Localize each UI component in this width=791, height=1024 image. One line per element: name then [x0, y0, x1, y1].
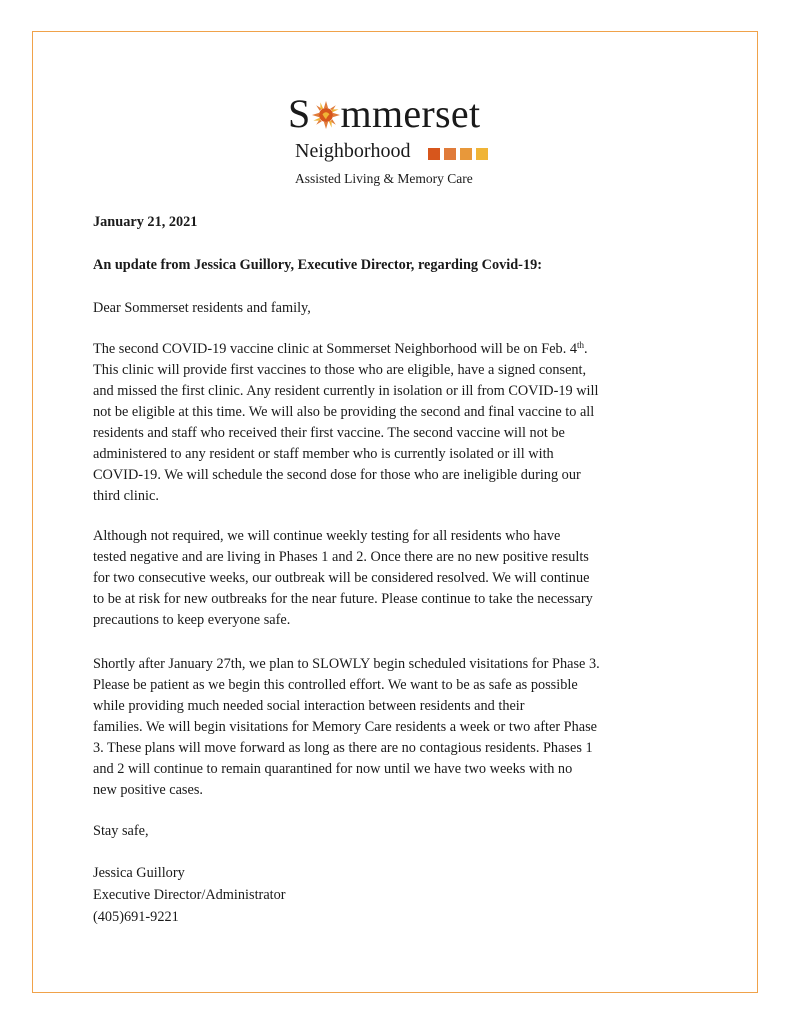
paragraph-line: and missed the first clinic. Any resident currently in isolation or ill from COVID-19 will — [93, 383, 599, 399]
paragraph-line: Although not required, we will continue weekly testing for all residents who have — [93, 528, 561, 544]
paragraph-line: This clinic will provide first vaccines to those who are eligible, have a signed consent, — [93, 362, 587, 378]
paragraph-line: 3. These plans will move forward as long as there are no contagious residents. Phases 1 — [93, 740, 593, 756]
signature-name: Jessica Guillory — [93, 865, 185, 881]
paragraph-line: new positive cases. — [93, 782, 203, 798]
paragraph-line: and 2 will continue to remain quarantined for now until we have two weeks with no — [93, 761, 573, 777]
paragraph-line: tested negative and are living in Phases 1 and 2. Once there are no new positive results — [93, 549, 589, 565]
paragraph-line: precautions to keep everyone safe. — [93, 612, 291, 628]
logo-square-4 — [476, 148, 488, 160]
letter-date: January 21, 2021 — [93, 214, 198, 230]
paragraph-line: residents and staff who received their first vaccine. The second vaccine will not be — [93, 425, 565, 441]
signature-title: Executive Director/Administrator — [93, 887, 286, 903]
letter-greeting: Dear Sommerset residents and family, — [93, 300, 311, 316]
paragraph-line: Shortly after January 27th, we plan to SLOWLY begin scheduled visitations for Phase 3. — [93, 656, 600, 672]
paragraph-vaccine-clinic — [93, 339, 733, 507]
logo-square-3 — [460, 148, 472, 160]
paragraph-line: The second COVID-19 vaccine clinic at Sommerset Neighborhood will be on Feb. 4th. — [93, 340, 588, 357]
logo-square-1 — [428, 148, 440, 160]
paragraph-line: administered to any resident or staff member who is currently isolated or ill with — [93, 446, 554, 462]
paragraph-testing — [93, 526, 733, 631]
letter-closing: Stay safe, — [93, 823, 149, 839]
logo-wordmark — [288, 92, 480, 136]
sun-icon — [312, 101, 340, 129]
logo-tagline: Assisted Living & Memory Care — [295, 171, 473, 186]
logo-square-2 — [444, 148, 456, 160]
logo-letter-s: S — [288, 91, 311, 136]
signature-phone: (405)691-9221 — [93, 909, 179, 925]
logo-wordmark-rest: mmerset — [340, 91, 481, 136]
logo-color-squares — [428, 145, 492, 159]
company-logo — [288, 92, 518, 192]
paragraph-line: families. We will begin visitations for Memory Care residents a week or two after Phase — [93, 719, 598, 735]
paragraph-line: to be at risk for new outbreaks for the near future. Please continue to take the necessary — [93, 591, 593, 607]
paragraph-line: COVID-19. We will schedule the second dose for those who are ineligible during our — [93, 467, 581, 483]
paragraph-visitations — [93, 654, 733, 801]
paragraph-line: third clinic. — [93, 488, 159, 504]
letter-subject: An update from Jessica Guillory, Executive Director, regarding Covid-19: — [93, 257, 542, 273]
paragraph-line: Please be patient as we begin this controlled effort. We want to be as safe as possible — [93, 677, 578, 693]
logo-neighborhood: Neighborhood — [295, 140, 411, 162]
paragraph-line: for two consecutive weeks, our outbreak will be considered resolved. We will continue — [93, 570, 590, 586]
paragraph-line: not be eligible at this time. We will also be providing the second and final vaccine to all — [93, 404, 595, 420]
paragraph-line: while providing much needed social interaction between residents and their — [93, 698, 525, 714]
